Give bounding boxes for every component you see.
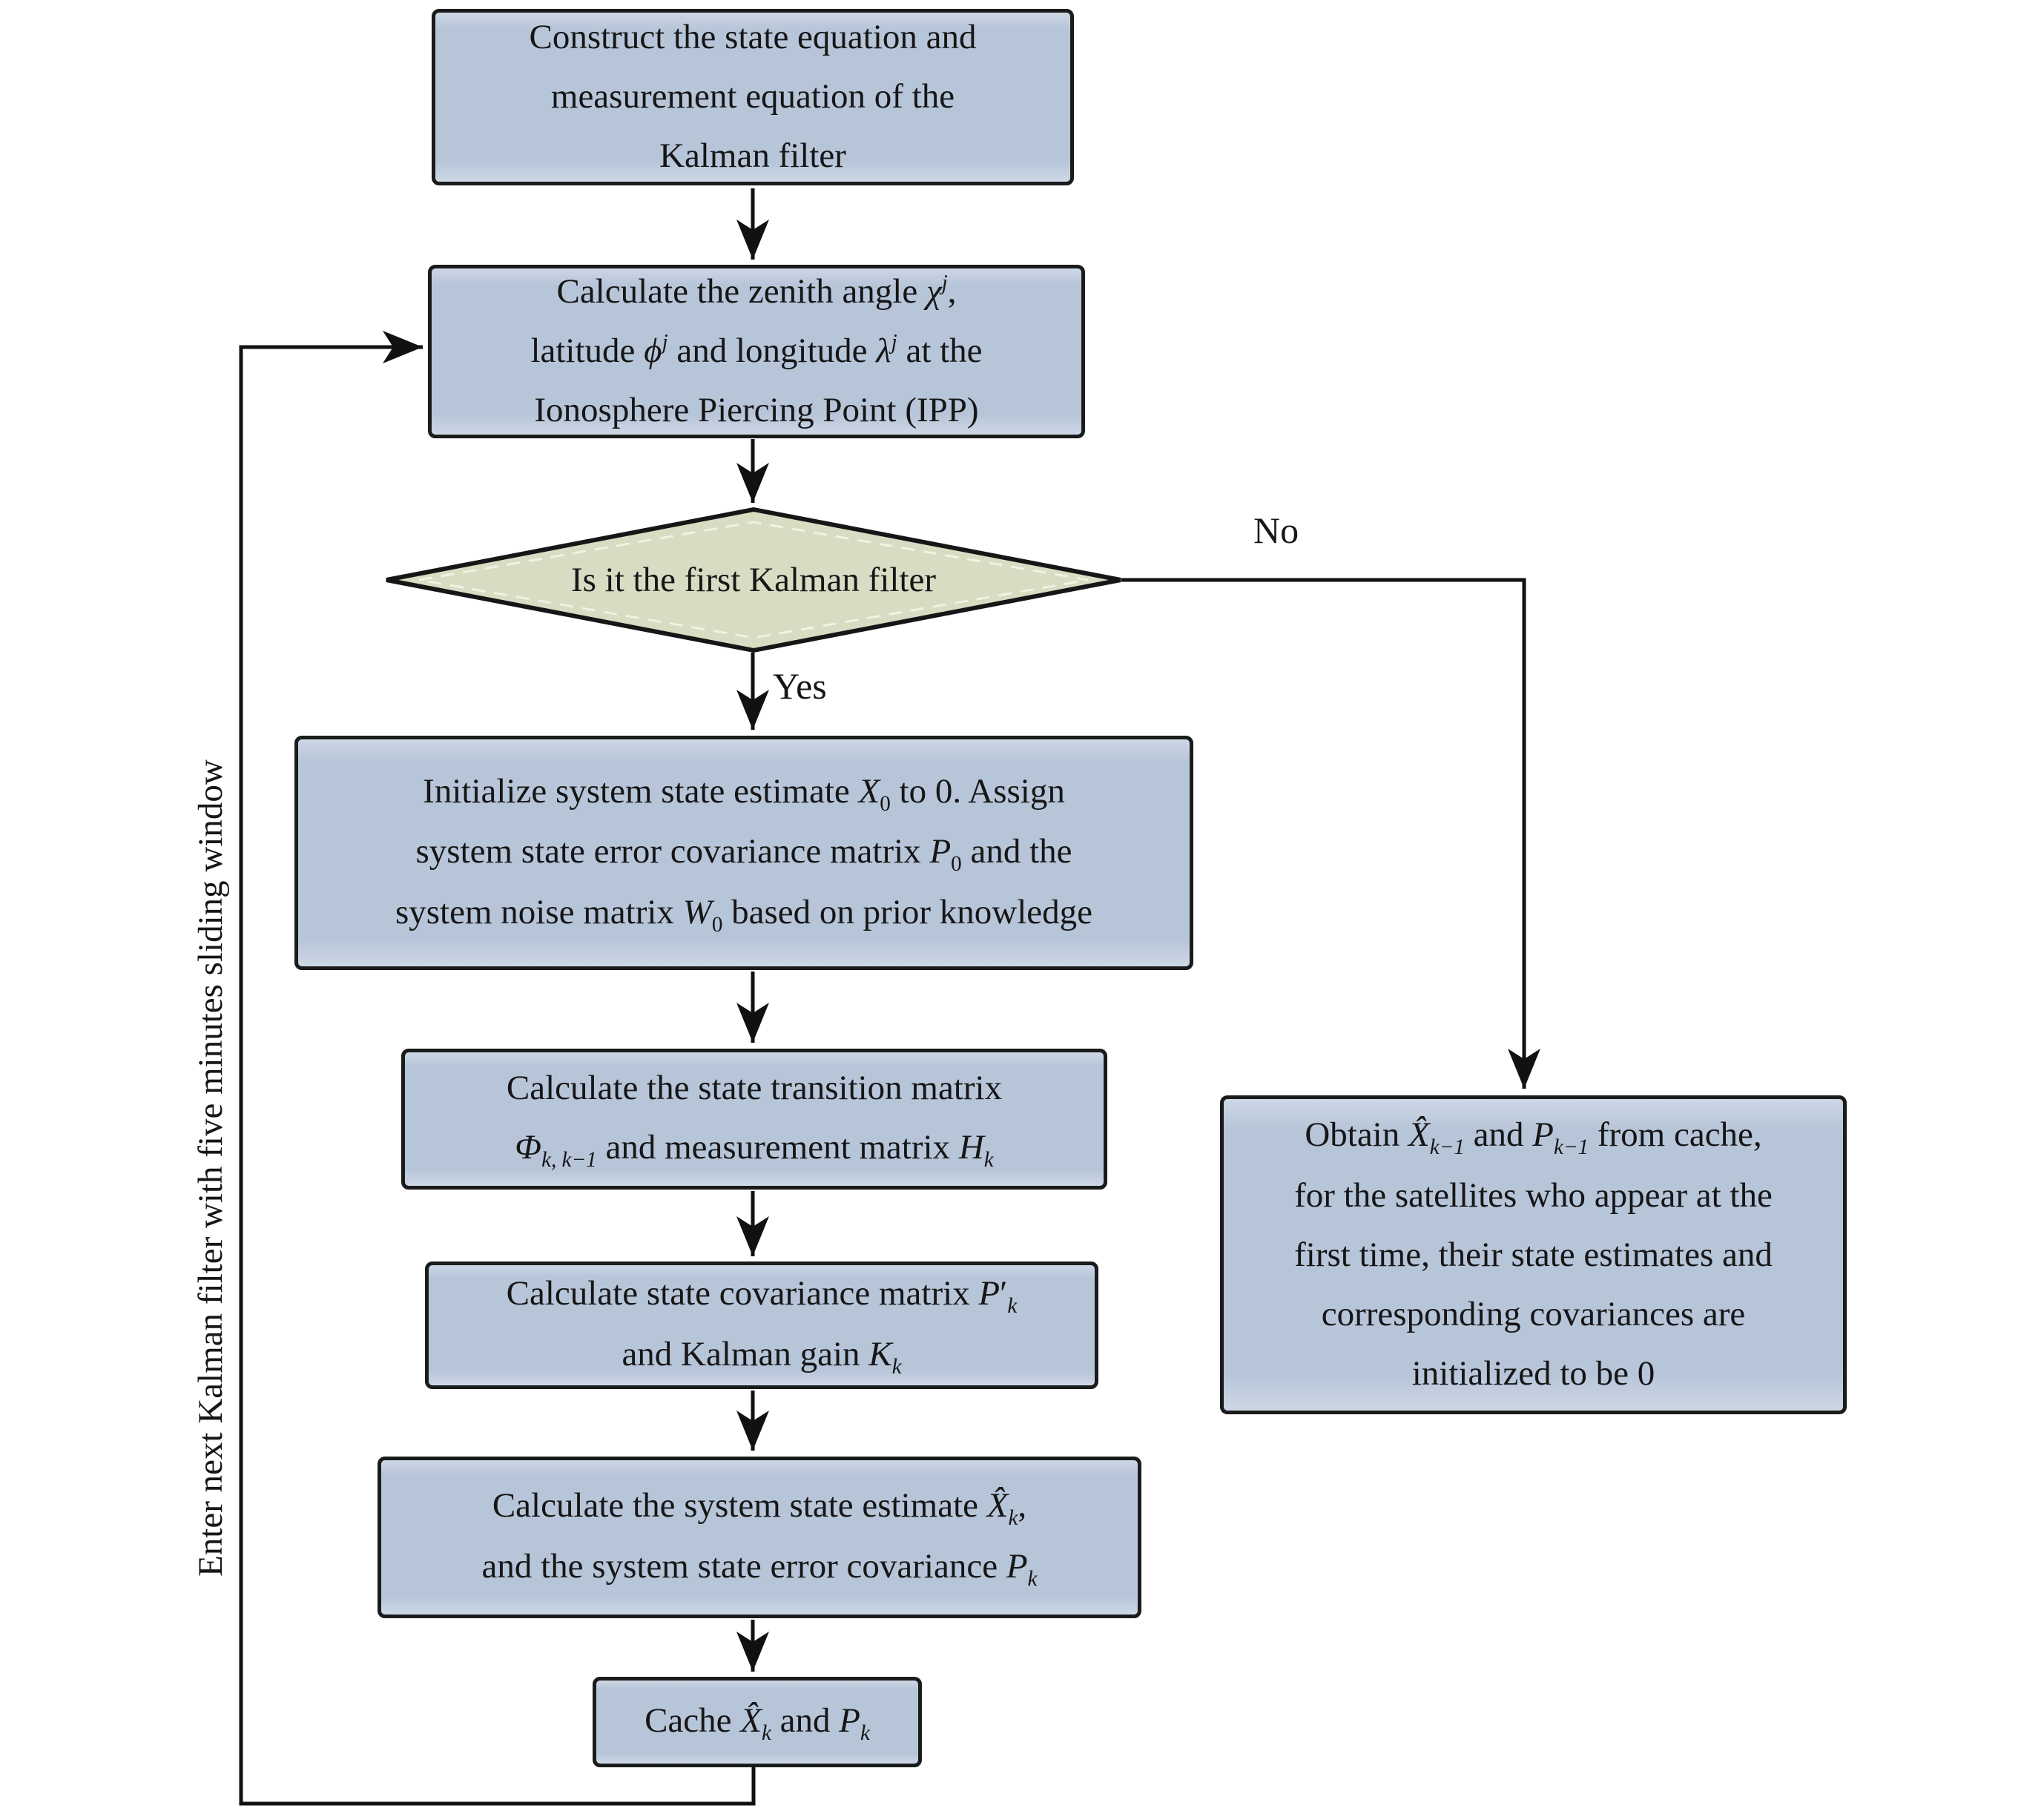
node-construct-equations: Construct the state equation and measurement equation of the Kalman filter — [432, 9, 1074, 185]
node-initialize-state: Initialize system state estimate $X_0$ to 0. Assign system state error covariance matrix $P_0$ and the system noise matrix $W_0$ based on prior knowledge — [294, 736, 1193, 970]
node-cache-results: Cache $X̂_k$ and $P_k$ — [593, 1677, 922, 1767]
edge-label-no: No — [1253, 509, 1299, 551]
node-transition-matrix: Calculate the state transition matrix $\Phi_{k, k-1}$ and measurement matrix $H_k$ — [401, 1049, 1107, 1190]
node-first-filter-decision: Is it the first Kalman filter — [570, 561, 937, 599]
edge-label-yes: Yes — [773, 665, 827, 707]
side-note-sliding-window: Enter next Kalman filter with five minutes sliding window — [191, 759, 230, 1577]
node-obtain-from-cache: Obtain $X̂_{k-1}$ and $P_{k-1}$ from cache, for the satellites who appear at the first time, their state estimates and corresponding covariances are initialized to be 0 — [1220, 1095, 1847, 1414]
node-system-state-estimate: Calculate the system state estimate $X̂_k$, and the system state error covariance $P_k$ — [378, 1457, 1141, 1618]
node-calculate-ipp: Calculate the zenith angle $\chi^j$, latitude $\phi^j$ and longitude $\lambda^j$ at the Ionosphere Piercing Point (IPP) — [428, 265, 1085, 438]
node-state-covariance: Calculate state covariance matrix $P'_k$ and Kalman gain $K_k$ — [425, 1261, 1098, 1389]
